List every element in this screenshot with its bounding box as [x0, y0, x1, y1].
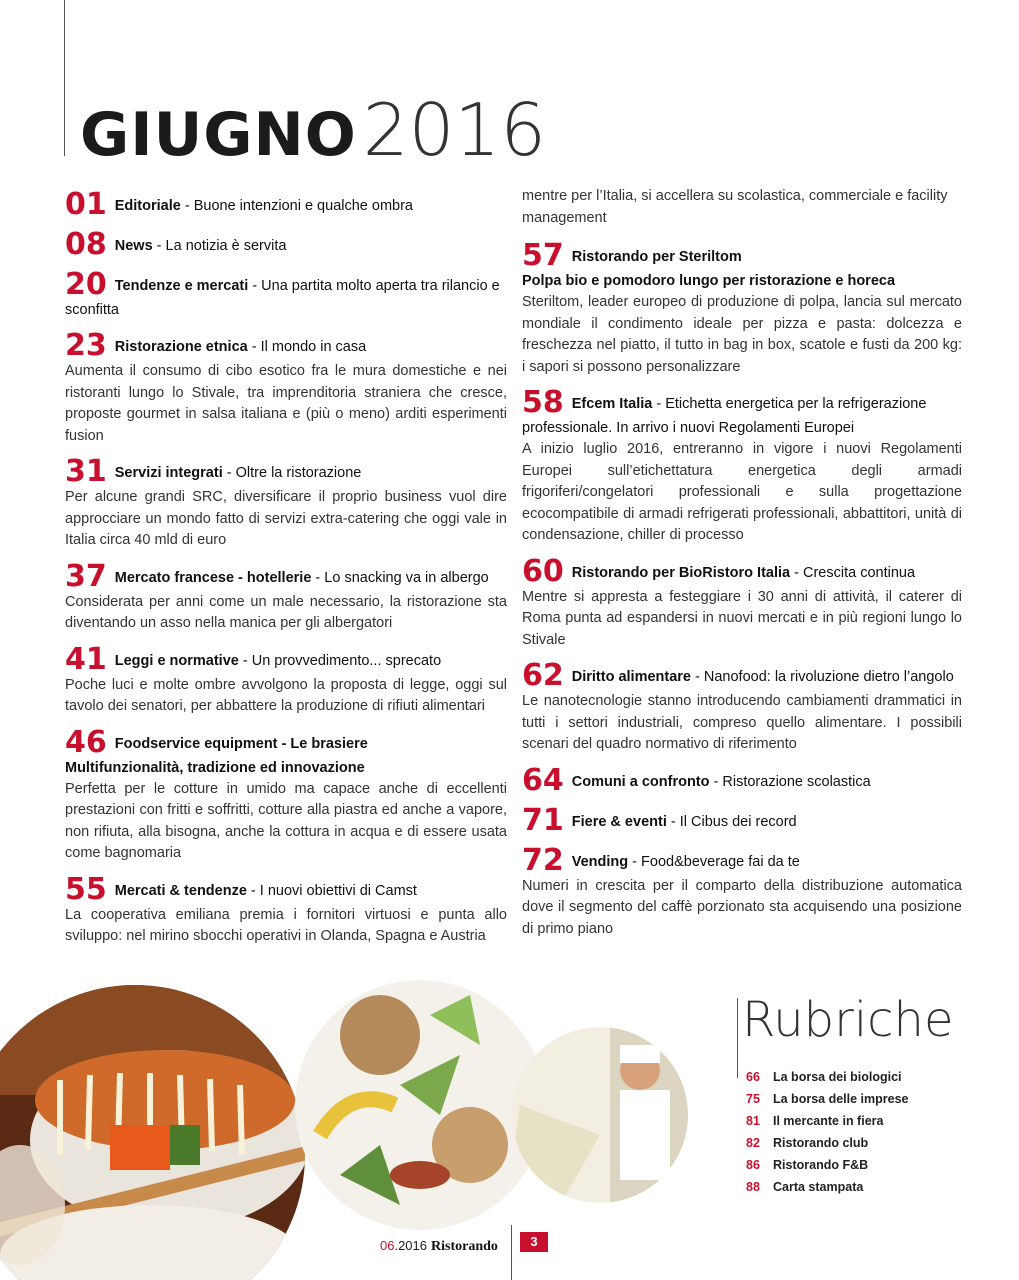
page-number: 3 [520, 1232, 548, 1252]
article-title: Il Cibus dei record [679, 813, 797, 830]
toc-entry-heading: 37 Mercato francese - hotellerie - Lo snacking va in albergo [65, 558, 489, 594]
toc-entry[interactable] [522, 658, 962, 756]
page-ref-number: 58 [522, 385, 564, 420]
article-title: Ristorazione scolastica [722, 773, 871, 790]
rubrica-label: La borsa delle imprese [773, 1092, 909, 1106]
section-name: Foodservice equipment - Le brasiere [114, 735, 368, 752]
toc-entry-heading: 31 Servizi integrati - Oltre la ristorazione [65, 454, 362, 489]
toc-entry-heading: 41 Leggi e normative - Un provvedimento... sprecato [65, 641, 442, 677]
section-name: Ristorando per Steriltom [571, 249, 742, 265]
section-name: Diritto alimentare [571, 669, 691, 685]
toc-entry-heading [522, 238, 962, 273]
article-summary: Considerata per anni come un male necessario, la ristorazione sta diventando un asso nella manica per gli albergatori [65, 593, 507, 631]
page-ref-number: 01 [65, 187, 107, 222]
rubriche-list [746, 1066, 908, 1198]
page-ref-number: 57 [522, 238, 564, 273]
toc-entry[interactable] [65, 724, 507, 865]
footer-magazine: Ristorando [431, 1239, 498, 1254]
article-summary: Per alcune grandi SRC, diversificare il proprio business vuol dire approcciare un mondo fatto di servizi extra-catering che oggi vale in Italia circa 40 mld di euro [65, 489, 507, 548]
rubrica-item[interactable] [746, 1132, 908, 1154]
toc-entry[interactable] [65, 558, 507, 635]
page-ref-number: 60 [522, 553, 564, 589]
section-name: Mercato francese - hotellerie [114, 569, 312, 586]
toc-entry[interactable] [522, 842, 962, 941]
rubrica-page-number: 81 [746, 1114, 760, 1128]
article-title: Una partita molto aperta tra rilancio e sconfitta [65, 278, 500, 318]
article-title: Etichetta energetica per la refrigerazione professionale. In arrivo i nuovi Regolamenti Europei [522, 396, 927, 436]
toc-entry[interactable] [65, 454, 507, 552]
article-summary: Mentre si appresta a festeggiare i 30 anni di attività, il caterer di Roma punta ad espandersi in nuovi mercati e in più regioni lungo lo Stivale [522, 588, 962, 648]
article-summary: Aumenta il consumo di cibo esotico fra le mura domestiche e nei ristoranti lungo lo Stivale, tra imprenditoria straniera che cresce, proposte gourmet in salsa italiana e (più o meno) arditi esperimenti fusion [65, 363, 507, 444]
rubrica-label: Ristorando F&B [773, 1158, 869, 1172]
page-ref-number: 31 [65, 454, 107, 489]
page-ref-number: 62 [522, 658, 564, 693]
section-name: Ristorando per BioRistoro Italia [571, 564, 791, 581]
article-title: La notizia è servita [165, 238, 287, 254]
article-summary: Numeri in crescita per il comparto della distribuzione automatica dove il segmento del caffè porzionato sta acquisendo una posizione di primo piano [522, 877, 962, 937]
chef-photo [510, 1025, 690, 1205]
sushi-photo [0, 975, 320, 1280]
section-name: Leggi e normative [114, 652, 239, 669]
page-ref-number: 23 [65, 328, 107, 363]
page-footer [380, 1238, 498, 1255]
article-summary: Poche luci e molte ombre avvolgono la proposta di legge, oggi sul tavolo dei senatori, per abbattere la produzione di rifiuti alimentari [65, 676, 507, 714]
page-ref-number: 46 [65, 724, 107, 760]
toc-entry-heading: 62 Diritto alimentare - Nanofood: la rivoluzione dietro l’angolo [522, 658, 954, 693]
issue-year: 2016 [362, 88, 546, 172]
page-ref-number: 71 [522, 802, 564, 838]
rubrica-item[interactable] [746, 1088, 908, 1110]
toc-entry[interactable] [65, 227, 507, 262]
section-name: Fiere & eventi [571, 813, 667, 830]
page-ref-number: 20 [65, 267, 107, 302]
article-title: Food&beverage fai da te [641, 853, 800, 870]
toc-entry-heading: 72 Vending - Food&beverage fai da te [522, 842, 800, 878]
section-name: Ristorazione etnica [114, 339, 248, 355]
toc-entry[interactable] [65, 187, 507, 222]
right-entries [522, 238, 962, 940]
toc-entry-heading: 01 Editoriale - Buone intenzioni e qualche ombra [65, 187, 413, 222]
toc-entry[interactable] [522, 762, 962, 798]
toc-entry-heading: 71 Fiere & eventi - Il Cibus dei record [522, 802, 797, 838]
page-ref-number: 41 [65, 641, 107, 677]
article-title: Oltre la ristorazione [235, 465, 362, 481]
section-name: Tendenze e mercati [114, 278, 249, 294]
article-subhead: Polpa bio e pomodoro lungo per ristorazione e horeca [522, 273, 896, 289]
toc-entry-heading: 58 Efcem Italia - Etichetta energetica per la refrigerazione professionale. In arrivo i nuovi Regolamenti Europei [522, 385, 927, 436]
left-column [65, 187, 507, 958]
rubrica-label: Il mercante in fiera [773, 1114, 884, 1128]
article-title: Buone intenzioni e qualche ombra [193, 198, 413, 214]
issue-month: GIUGNO [80, 100, 357, 170]
rubriche-title: Rubriche [742, 992, 954, 1048]
toc-entry-heading [65, 724, 507, 760]
rubrica-page-number: 86 [746, 1158, 760, 1172]
article-title: Nanofood: la rivoluzione dietro l’angolo [703, 669, 954, 685]
article-title: Lo snacking va in albergo [324, 569, 489, 586]
page-ref-number: 55 [65, 871, 107, 907]
section-name: Vending [571, 853, 629, 870]
rubrica-label: Carta stampata [773, 1180, 864, 1194]
top-rule [64, 0, 65, 156]
section-name: Mercati & tendenze [114, 882, 247, 899]
rubrica-item[interactable] [746, 1066, 908, 1088]
rubrica-label: Ristorando club [773, 1136, 869, 1150]
rubrica-label: La borsa dei biologici [773, 1070, 902, 1084]
article-title: I nuovi obiettivi di Camst [259, 882, 417, 899]
food-photos [0, 975, 740, 1280]
page-ref-number: 37 [65, 558, 107, 594]
article-summary: A inizio luglio 2016, entreranno in vigore i nuovi Regolamenti Europei sull’etichettatura energetica degli armadi frigoriferi/congelatori professionali e sulla progettazione ecocompatibile di armadi refrigerati professionali, abbattitori, unità di condensazione, chiller di processo [522, 441, 962, 543]
toc-entry[interactable] [522, 802, 962, 838]
page-ref-number: 08 [65, 227, 107, 262]
toc-entry-heading: 20 Tendenze e mercati - Una partita molto aperta tra rilancio e sconfitta [65, 267, 500, 318]
section-name: Editoriale [114, 198, 181, 214]
rubrica-page-number: 66 [746, 1070, 760, 1084]
rubrica-page-number: 75 [746, 1092, 760, 1106]
article-summary: La cooperativa emiliana premia i fornitori virtuosi e punta allo sviluppo: nel mirino sbocchi operativi in Olanda, Spagna e Austria [65, 906, 507, 944]
article-summary: Perfetta per le cotture in umido ma capace anche di eccellenti prestazioni con fritti e soffritti, cotture alla piastra ed anche a vapore, non rifiuta, alla bisogna, anche la cottura in acqua e di essere usata come bagnomaria [65, 780, 507, 861]
toc-entry[interactable] [522, 238, 962, 378]
rubrica-page-number: 82 [746, 1136, 760, 1150]
rubrica-item[interactable] [746, 1110, 908, 1132]
article-title: Crescita continua [802, 564, 916, 581]
rubrica-item[interactable] [746, 1154, 908, 1176]
toc-entry-heading: 60 Ristorando per BioRistoro Italia - Crescita continua [522, 553, 916, 589]
toc-entry[interactable] [65, 871, 507, 948]
right-column [522, 190, 962, 950]
rubrica-item[interactable] [746, 1176, 908, 1198]
section-name: Servizi integrati [114, 465, 223, 481]
article-title: Il mondo in casa [260, 339, 367, 355]
article-title: Un provvedimento... sprecato [251, 652, 442, 669]
toc-entry[interactable] [65, 328, 507, 447]
footer-issue-month: 06 [380, 1238, 395, 1253]
continuation-text: mentre per l’Italia, si accellera su scolastica, commerciale e facility management [522, 188, 948, 226]
section-name: Comuni a confronto [571, 773, 710, 790]
article-summary: Le nanotecnologie stanno introducendo cambiamenti drammatici in tutti i settori industriali, compreso quello alimentare. I possibili scenari del quadro normativo di riferimento [522, 693, 962, 752]
rubrica-page-number: 88 [746, 1180, 760, 1194]
section-name: Efcem Italia [571, 396, 653, 412]
toc-entry-heading: 23 Ristorazione etnica - Il mondo in casa [65, 328, 367, 363]
toc-entry[interactable] [65, 267, 507, 321]
toc-entry-heading: 08 News - La notizia è servita [65, 227, 287, 262]
article-summary: Steriltom, leader europeo di produzione di polpa, lancia sul mercato mondiale il condimento ideale per pizza e pasta: dolcezza e freschezza nel piatto, il tutto in bag in box, scatole e fusti da 200 kg: i sapori si possono personalizzare [522, 294, 962, 375]
article-subhead: Multifunzionalità, tradizione ed innovazione [65, 759, 365, 776]
salad-photo [290, 975, 550, 1235]
page-ref-number: 64 [522, 762, 564, 798]
toc-entry[interactable] [65, 641, 507, 718]
footer-issue-year: .2016 [394, 1238, 428, 1253]
toc-entry-heading: 55 Mercati & tendenze - I nuovi obiettivi di Camst [65, 871, 417, 907]
issue-header [80, 88, 546, 172]
toc-entry-heading: 64 Comuni a confronto - Ristorazione scolastica [522, 762, 871, 798]
page-ref-number: 72 [522, 842, 564, 878]
toc-entry[interactable] [522, 553, 962, 652]
section-name: News [114, 238, 153, 254]
toc-entry[interactable] [522, 385, 962, 547]
